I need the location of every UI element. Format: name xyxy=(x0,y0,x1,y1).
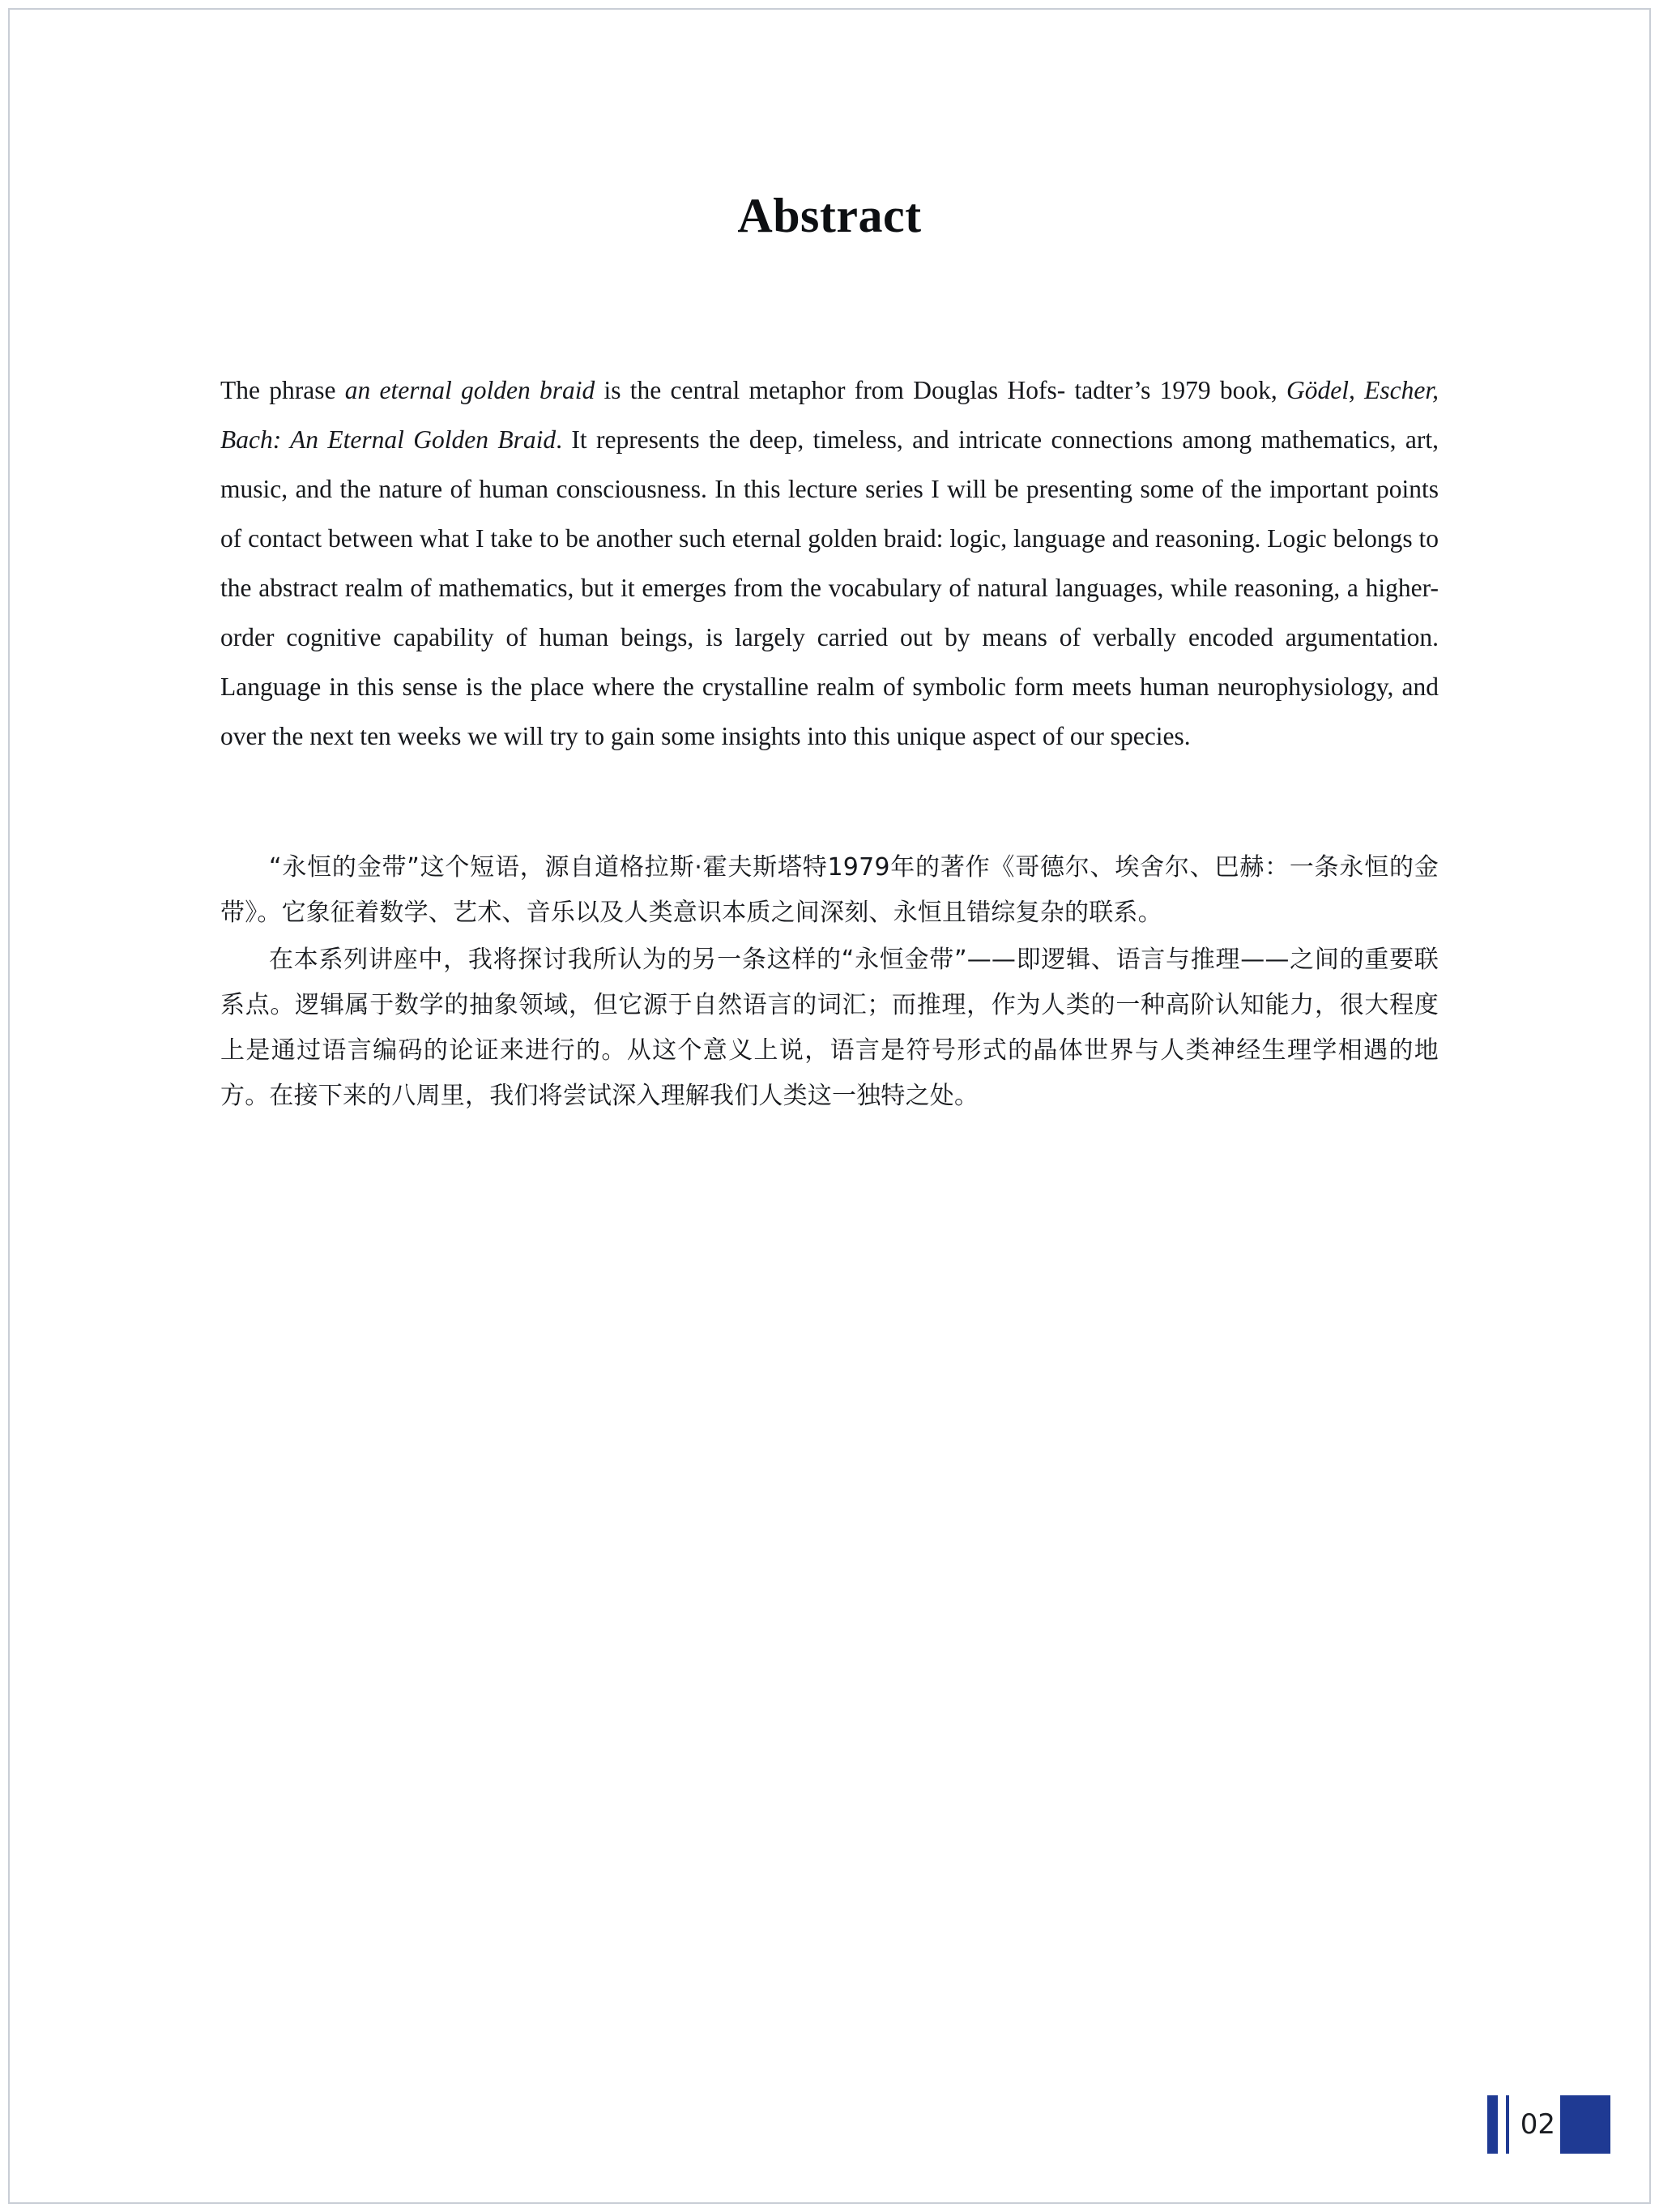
en-seg-1-italic: an eternal golden braid xyxy=(344,376,595,404)
chinese-paragraph-2: 在本系列讲座中，我将探讨我所认为的另一条这样的“永恒金带”——即逻辑、语言与推理——之间的重要联系点。逻辑属于数学的抽象领域，但它源于自然语言的词汇；而推理，作为人类的一种高阶认知能力，很大程度上是通过语言编码的论证来进行的。从这个意义上说，语言是符号形式的晶体世界与人类神经生理学相遇的地方。在接下来的八周里，我们将尝试深入理解我们人类这一独特之处。 xyxy=(220,946,1439,1110)
chinese-abstract-block xyxy=(220,761,1439,1119)
page-number: 02 xyxy=(1520,2108,1555,2141)
badge-accent-bar xyxy=(1487,2095,1498,2154)
en-seg-2: is the central metaphor from Douglas Hofs- tadter’s 1979 book, xyxy=(595,376,1287,404)
page-number-badge xyxy=(1487,2095,1610,2154)
english-abstract-paragraph xyxy=(220,244,1439,761)
en-seg-4: . It represents the deep, timeless, and intricate connections among mathematics, art, music, and the nature of human consciousness. In this lecture series I will be presenting some of the important points of contact between what I take to be another such eternal golden braid: logic, language and reasoning. Logic belongs to the abstract realm of mathematics, but it emerges from the vocabulary of natural languages, while reasoning, a higher-order cognitive capability of human beings, is largely carried out by means of verbally encoded argumentation. Language in this sense is the place where the crystalline realm of symbolic form meets human neurophysiology, and over the next ten weeks we will try to gain some insights into this unique aspect of our species. xyxy=(220,425,1439,750)
badge-accent-bar-thin xyxy=(1506,2095,1509,2154)
page-title: Abstract xyxy=(737,189,922,242)
page-content xyxy=(220,0,1439,1119)
en-seg-0: The phrase xyxy=(220,376,345,404)
chinese-paragraph-1: “永恒的金带”这个短语，源自道格拉斯·霍夫斯塔特1979年的著作《哥德尔、埃舍尔、巴赫：一条永恒的金带》。它象征着数学、艺术、音乐以及人类意识本质之间深刻、永恒且错综复杂的联系。 xyxy=(220,853,1439,927)
badge-accent-block xyxy=(1560,2095,1610,2154)
en-seg-3-italic: Gödel, Escher, Bach: An Eternal Golden Braid xyxy=(220,376,1439,454)
